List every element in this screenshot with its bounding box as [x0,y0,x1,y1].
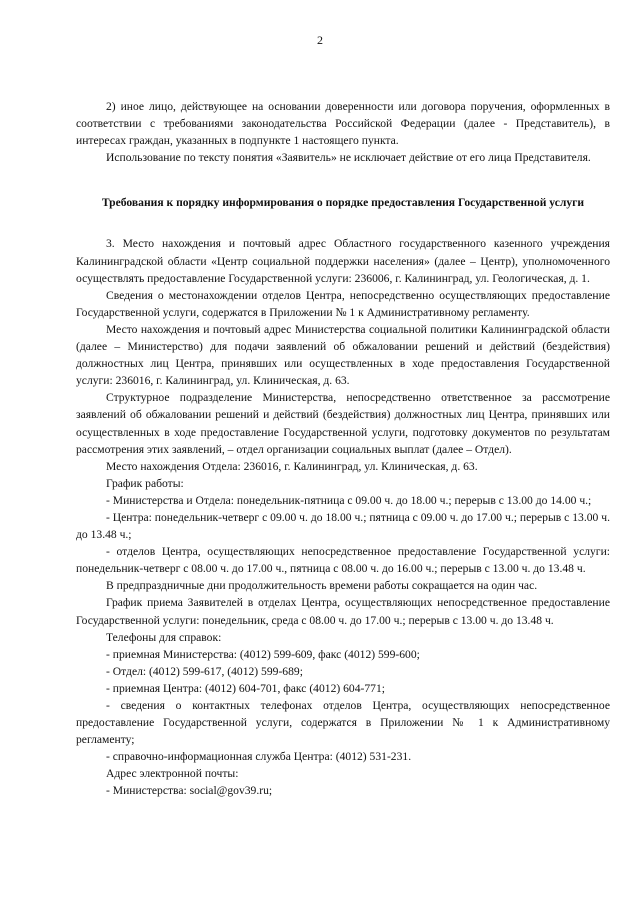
page-number: 2 [317,33,323,47]
paragraph-schedule-title: График работы: [106,476,184,490]
paragraph-departments-info: Сведения о местонахождении отделов Центра, непосредственно осуществляющих предоставление Государственной услуги, содержатся в Приложении № 1 к Административному регламенту. [76,288,610,319]
paragraph-email-title: Адрес электронной почты: [106,767,239,781]
paragraph-structural-division: Структурное подразделение Министерства, непосредственно ответственное за рассмотрение заявлений об обжаловании решений и действий (бездействия) должностных лиц Центра, принявших или осуществленных в ходе предоставление Государственной услуги, подготовку документов по результатам рассмотрения этих заявлений, – отдел организации социальных выплат (далее – Отдел). [76,391,610,456]
email-ministry: - Министерства: social@gov39.ru; [106,784,273,798]
phone-ministry: - приемная Министерства: (4012) 599-609, факс (4012) 599-600; [106,647,420,661]
schedule-center: - Центра: понедельник-четверг с 09.00 ч. до 18.00 ч.; пятница с 09.00 ч. до 17.00 ч.; перерыв с 13.00 ч. до 13.48 ч.; [76,510,610,542]
phone-info-service: - справочно-информационная служба Центра: (4012) 531-231. [106,750,412,764]
paragraph-department-location: Место нахождения Отдела: 236016, г. Калининград, ул. Клиническая, д. 63. [106,459,478,473]
schedule-center-departments: - отделов Центра, осуществляющих непосредственное предоставление Государственной услуги: понедельник-четверг с 08.00 ч. до 17.00 ч., пятница с 08.00 ч. до 16.00 ч.; перерыв с 13.00 ч. до 13.48 ч. [76,545,610,576]
section-heading: Требования к порядку информирования о порядке предоставления Государственной услуги [101,196,585,210]
paragraph-representative: 2) иное лицо, действующее на основании доверенности или договора поручения, оформленных в соответствии с требованиями законодательства Российской Федерации (далее - Представитель), в интересах граждан, указанных в подпункте 1 настоящего пункта. [76,100,610,148]
schedule-ministry: - Министерства и Отдела: понедельник-пятница с 09.00 ч. до 18.00 ч.; перерыв с 13.00 до 14.00 ч.; [106,493,592,507]
phone-center-departments: - сведения о контактных телефонах отделов Центра, осуществляющих непосредственное предоставление Государственной услуги, содержатся в Приложении № 1 к Административному регламенту; [76,699,610,747]
phone-department: - Отдел: (4012) 599-617, (4012) 599-689; [106,664,303,678]
document-body [76,98,610,800]
paragraph-reception-schedule: График приема Заявителей в отделах Центра, осуществляющих непосредственное предоставление Государственной услуги: понедельник, среда с 08.00 ч. до 17.00 ч.; перерыв с 13.00 ч. до 13.48 ч. [76,596,610,627]
paragraph-preholiday: В предпраздничные дни продолжительность времени работы сокращается на один час. [106,579,538,593]
paragraph-applicant-usage: Использование по тексту понятия «Заявитель» не исключает действие от его лица Представителя. [106,151,591,165]
paragraph-center-address: 3. Место нахождения и почтовый адрес Областного государственного казенного учреждения Калининградской области «Центр социальной поддержки населения» (далее – Центр), уполномоченного осуществлять предоставление Государственной услуги: 236006, г. Калининград, ул. Геологическая, д. 1. [76,237,610,285]
paragraph-ministry-address: Место нахождения и почтовый адрес Министерства социальной политики Калининградской области (далее – Министерство) для подачи заявлений об обжаловании решений и действий (бездействия) должностных лиц Центра, принявших или осуществленных в ходе предоставления Государственной услуги: 236016, г. Калининград, ул. Клиническая, д. 63. [76,322,610,388]
phone-center: - приемная Центра: (4012) 604-701, факс (4012) 604-771; [106,681,385,695]
paragraph-phones-title: Телефоны для справок: [106,630,222,644]
